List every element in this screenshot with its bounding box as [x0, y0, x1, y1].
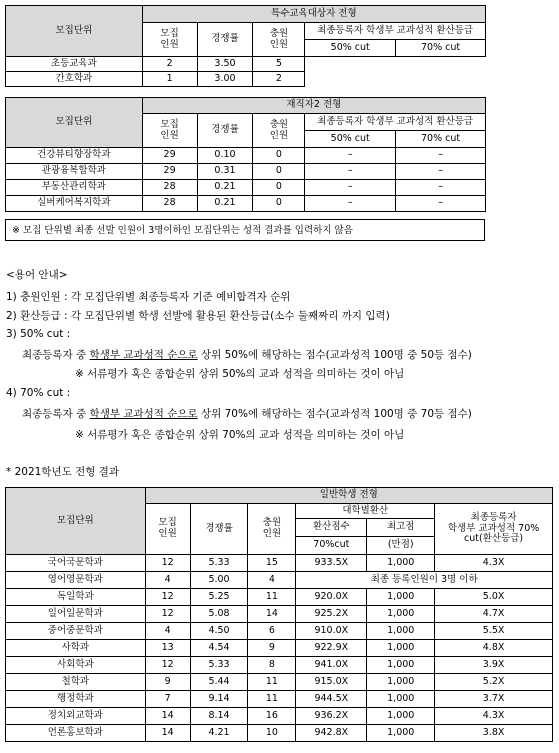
t2-header-70cut: 70% cut — [396, 131, 486, 148]
t3-title: 일반학생 전형 — [145, 488, 552, 504]
table-row-unit: 국어국문학과 — [6, 555, 146, 572]
table-row-conv: 922.9X — [296, 640, 367, 657]
table-row-final: 3.8X — [435, 725, 553, 742]
table-row-50cut: – — [305, 196, 396, 212]
table-row-conv: 941.0X — [296, 657, 367, 674]
table-row-fill: 11 — [248, 691, 296, 708]
glossary-heading: <용어 안내> — [6, 269, 68, 281]
t3-header-conv: 환산점수 — [296, 519, 367, 537]
glossary-item-3: 3) 50% cut : — [6, 328, 71, 340]
table-row-unit: 건강뷰티향장학과 — [6, 148, 143, 164]
t2-header-unit: 모집단위 — [6, 98, 143, 148]
table-row-quota: 13 — [145, 640, 190, 657]
table-row-quota: 12 — [145, 657, 190, 674]
table-row-unit: 관광융복합학과 — [6, 164, 143, 180]
t1-header-fill: 충원 인원 — [253, 23, 305, 57]
table-row-max: 1,000 — [367, 691, 435, 708]
table-row-quota: 4 — [145, 623, 190, 640]
table-row-fill: 16 — [248, 708, 296, 725]
t2-header-50cut: 50% cut — [305, 131, 396, 148]
table-row-unit: 중어중문학과 — [6, 623, 146, 640]
t1-title: 특수교육대상자 전형 — [142, 6, 485, 23]
table-row-unit: 사회학과 — [6, 657, 146, 674]
table-row-final: 4.8X — [435, 640, 553, 657]
table-row-final: 4.3X — [435, 555, 553, 572]
table-row-quota: 7 — [145, 691, 190, 708]
table-row-final: 5.5X — [435, 623, 553, 640]
table-row-conv: 944.5X — [296, 691, 367, 708]
glossary-item-4-desc: 최종등록자 중 학생부 교과성적 순으로 상위 70%에 해당하는 점수(교과성적 100명 중 70등 점수) — [22, 408, 472, 420]
blank-cell — [305, 57, 486, 72]
table-row-unit: 부동산관리학과 — [6, 180, 143, 196]
table-row-quota: 9 — [145, 674, 190, 691]
table-row-unit: 사학과 — [6, 640, 146, 657]
table-row-conv: 942.8X — [296, 725, 367, 742]
table-row-quota: 14 — [145, 725, 190, 742]
table-row-fill: 15 — [248, 555, 296, 572]
table-row-max: 1,000 — [367, 623, 435, 640]
table-row-max: 1,000 — [367, 555, 435, 572]
table-row-max: 1,000 — [367, 725, 435, 742]
table-row-50cut: – — [305, 164, 396, 180]
table-row-fill: 11 — [248, 589, 296, 606]
table-row-rate: 5.33 — [190, 555, 248, 572]
table-row-70cut: – — [396, 148, 486, 164]
table-row-final: 4.7X — [435, 606, 553, 623]
table-row-quota: 14 — [145, 708, 190, 725]
t2-title: 재직자2 전형 — [142, 98, 485, 114]
table-row-quota: 29 — [142, 148, 197, 164]
table-row-fill: 0 — [253, 196, 305, 212]
table-row-fill: 0 — [253, 164, 305, 180]
t3-header-fill: 충원 인원 — [248, 504, 296, 555]
table-row-unit: 영어영문학과 — [6, 572, 146, 589]
table-row-conv: 915.0X — [296, 674, 367, 691]
t2-header-grade: 최종등록자 학생부 교과성적 환산등급 — [305, 114, 486, 131]
table-row-final: 3.7X — [435, 691, 553, 708]
t3-header-max: 최고점 — [367, 519, 435, 537]
table-row-unit: 언론홍보학과 — [6, 725, 146, 742]
table-row-quota: 28 — [142, 196, 197, 212]
table-row-fill: 11 — [248, 674, 296, 691]
t2-header-fill: 충원 인원 — [253, 114, 305, 148]
table-row-fill: 10 — [248, 725, 296, 742]
table-row-quota: 2 — [142, 57, 197, 72]
table-row-unit: 행정학과 — [6, 691, 146, 708]
table-row-conv: 933.5X — [296, 555, 367, 572]
table-row-max: 1,000 — [367, 657, 435, 674]
table-row-rate: 4.54 — [190, 640, 248, 657]
glossary-item-4: 4) 70% cut : — [6, 387, 71, 399]
table-row-quota: 12 — [145, 589, 190, 606]
blank-cell — [305, 72, 486, 87]
table-row-70cut: – — [396, 164, 486, 180]
table-row-rate: 3.50 — [197, 57, 253, 72]
table-row-50cut: – — [305, 180, 396, 196]
table-row-rate: 5.33 — [190, 657, 248, 674]
table-row-unit: 정치외교학과 — [6, 708, 146, 725]
table-row-rate: 8.14 — [190, 708, 248, 725]
table-row-final: 5.2X — [435, 674, 553, 691]
table-row-rate: 0.21 — [197, 196, 253, 212]
table-row-quota: 28 — [142, 180, 197, 196]
t3-header-final: 최종등록자 학생부 교과성적 70% cut(환산등급) — [435, 504, 553, 555]
t1-header-unit: 모집단위 — [6, 6, 143, 57]
table-row-fill: 6 — [248, 623, 296, 640]
table-row-final: 3.9X — [435, 657, 553, 674]
table-row-70cut: – — [396, 196, 486, 212]
table-row-rate: 5.00 — [190, 572, 248, 589]
table-row-conv: 936.2X — [296, 708, 367, 725]
table-row-rate: 9.14 — [190, 691, 248, 708]
table-row-rate: 3.00 — [197, 72, 253, 87]
table-row-fill: 8 — [248, 657, 296, 674]
t1-header-rate: 경쟁률 — [197, 23, 253, 57]
table-row-rate: 0.21 — [197, 180, 253, 196]
table-row-max: 1,000 — [367, 674, 435, 691]
table-row-quota: 4 — [145, 572, 190, 589]
table-row-merged-note: 최종 등록인원이 3명 이하 — [296, 572, 553, 589]
table-row-unit: 실버케어복지학과 — [6, 196, 143, 212]
t3-header-unit: 모집단위 — [6, 488, 146, 555]
table-row-max: 1,000 — [367, 606, 435, 623]
section-title: * 2021학년도 전형 결과 — [6, 466, 119, 478]
t1-header-50cut: 50% cut — [305, 40, 396, 57]
glossary-item-2: 2) 환산등급 : 각 모집단위별 학생 선발에 활용된 환산등급(소수 둘째짜리 까지 입력) — [6, 310, 390, 322]
t3-header-max-full: (만점) — [367, 537, 435, 555]
table-row-fill: 2 — [253, 72, 305, 87]
table-row-final: 5.0X — [435, 589, 553, 606]
table-row-unit: 철학과 — [6, 674, 146, 691]
table-row-quota: 12 — [145, 606, 190, 623]
table-row-max: 1,000 — [367, 589, 435, 606]
table-row-70cut: – — [396, 180, 486, 196]
table-row-fill: 0 — [253, 148, 305, 164]
table-row-conv: 920.0X — [296, 589, 367, 606]
table-row-unit: 일어일문학과 — [6, 606, 146, 623]
t1-header-grade: 최종등록자 학생부 교과성적 환산등급 — [305, 23, 486, 40]
table-row-fill: 5 — [253, 57, 305, 72]
t3-header-rate: 경쟁률 — [190, 504, 248, 555]
t3-header-quota: 모집 인원 — [145, 504, 190, 555]
table-row-quota: 12 — [145, 555, 190, 572]
table-row-unit: 초등교육과 — [6, 57, 143, 72]
general-admission-table — [5, 487, 553, 742]
glossary-item-1: 1) 충원인원 : 각 모집단위별 최종등록자 기준 예비합격자 순위 — [6, 291, 291, 303]
table-row-fill: 0 — [253, 180, 305, 196]
table-row-quota: 1 — [142, 72, 197, 87]
table-row-rate: 0.10 — [197, 148, 253, 164]
table-row-fill: 4 — [248, 572, 296, 589]
table-row-unit: 간호학과 — [6, 72, 143, 87]
t1-header-70cut: 70% cut — [396, 40, 486, 57]
table-row-conv: 925.2X — [296, 606, 367, 623]
table-row-fill: 9 — [248, 640, 296, 657]
glossary-item-4-note: ※ 서류평가 혹은 종합순위 상위 70%의 교과 성적을 의미하는 것이 아님 — [75, 429, 405, 441]
selection-note: ※ 모집 단위별 최종 선발 인원이 3명이하인 모집단위는 성적 결과를 입력하지 않음 — [5, 219, 485, 241]
table-row-max: 1,000 — [367, 640, 435, 657]
table-row-unit: 독일학과 — [6, 589, 146, 606]
table-row-final: 4.3X — [435, 708, 553, 725]
glossary-item-3-desc: 최종등록자 중 학생부 교과성적 순으로 상위 50%에 해당하는 점수(교과성적 100명 중 50등 점수) — [22, 349, 472, 361]
table-row-rate: 4.50 — [190, 623, 248, 640]
table-row-max: 1,000 — [367, 708, 435, 725]
table-row-fill: 14 — [248, 606, 296, 623]
table-row-50cut: – — [305, 148, 396, 164]
working-adult-table — [5, 97, 486, 212]
special-education-table — [5, 5, 486, 87]
table-row-rate: 4.21 — [190, 725, 248, 742]
t3-header-univ: 대학별환산 — [296, 504, 435, 519]
table-row-rate: 0.31 — [197, 164, 253, 180]
table-row-rate: 5.25 — [190, 589, 248, 606]
t2-header-quota: 모집 인원 — [142, 114, 197, 148]
table-row-rate: 5.44 — [190, 674, 248, 691]
glossary-item-3-note: ※ 서류평가 혹은 종합순위 상위 50%의 교과 성적을 의미하는 것이 아님 — [75, 368, 405, 380]
t2-header-rate: 경쟁률 — [197, 114, 253, 148]
table-row-rate: 5.08 — [190, 606, 248, 623]
table-row-conv: 910.0X — [296, 623, 367, 640]
t1-header-quota: 모집 인원 — [142, 23, 197, 57]
t3-header-conv-cut: 70%cut — [296, 537, 367, 555]
table-row-quota: 29 — [142, 164, 197, 180]
